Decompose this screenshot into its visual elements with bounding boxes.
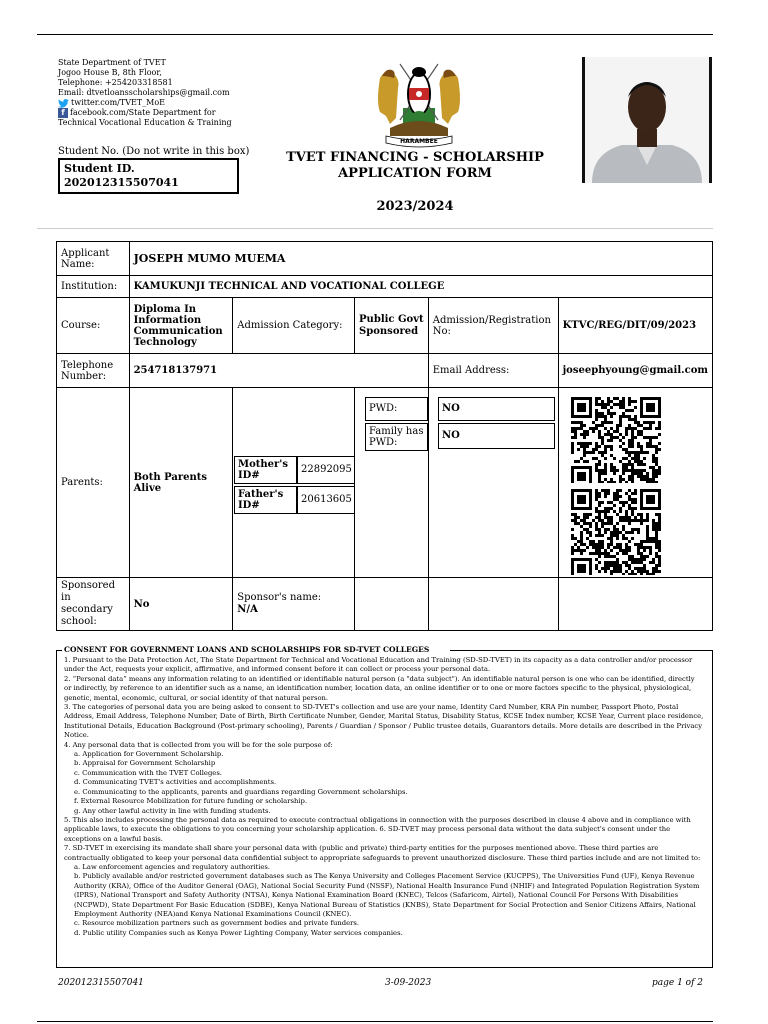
- institution-label: Institution:: [57, 276, 130, 298]
- consent-paragraph: 7. SD-TVET in exercising its mandate shall share your personal data with (public and private) third-party entities for the purposes mentioned above. These third parties are contractually obligated to keep your personal data confidential subject to appropriate safeguards to prevent unauthorized disclosure. These third parties include and are not limited to:: [64, 844, 701, 862]
- family-pwd-label: Family has PWD:: [365, 423, 428, 451]
- address-block: [58, 58, 232, 128]
- sponsored-value: [129, 578, 233, 631]
- course-row: [57, 298, 713, 354]
- bottom-rule: [37, 1021, 713, 1022]
- consent-purpose: f. External Resource Mobilization for future funding or scholarship.: [74, 797, 308, 806]
- title-line-1: TVET FINANCING - SCHOLARSHIP: [286, 150, 544, 165]
- fathers-id-label: Father's ID#: [234, 486, 297, 514]
- sponsored-text: No: [133, 598, 150, 610]
- course-label: Course:: [57, 298, 130, 354]
- fathers-id-value: 20613605: [297, 486, 355, 514]
- telephone-label: Telephone Number:: [57, 354, 130, 388]
- consent-third-party: d. Public utility Companies such as Kenya Power Lighting Company, Water services companies.: [74, 928, 403, 937]
- title-line-2: APPLICATION FORM: [338, 166, 492, 181]
- twitter-line: [58, 98, 232, 108]
- consent-body: [64, 656, 704, 938]
- admission-category-label: Admission Category:: [233, 298, 355, 354]
- applicant-name-value: JOSEPH MUMO MUEMA: [129, 242, 712, 276]
- consent-purpose: a. Application for Government Scholarship.: [74, 750, 224, 759]
- consent-third-party: a. Law enforcement agencies and regulatory authorities.: [74, 862, 271, 871]
- pwd-value: NO: [438, 397, 555, 421]
- footer-page-number: page 1 of 2: [652, 978, 703, 988]
- kenya-coat-of-arms-icon: [370, 58, 468, 148]
- consent-paragraph: 3. The categories of personal data you are being asked to consent to SD-TVET's collection and use are your name, Identity Card Number, KRA Pin number, Passport Photo, Postal Address, Email Address, Telephone Number, Date of Birth, Birth Certificate Number, Gender, Marital Status, Disability Status, KCSE Index number, KCSE Year, Current place residence, Institutional Details, Education Background (Post-primary schooling), Parents / Guardian / Sponsor / Public trustee details, Guarantors details. More details are described in the Privacy Notice.: [64, 703, 704, 740]
- address-line: State Department of TVET: [58, 58, 166, 67]
- facebook-line-2: Technical Vocational Education & Training: [58, 118, 232, 127]
- student-id-label: Student ID.: [64, 162, 135, 175]
- consent-paragraph: 1. Pursuant to the Data Protection Act, The State Department for Technical and Vocational Education and Training (SD-SD-TVET) in its capacity as a data controller and/or processor under the Act, requests your explicit, affirmative, and informed consent before it can collect or process your personal data.: [64, 656, 693, 674]
- admission-category-value: Public Govt Sponsored: [355, 298, 429, 354]
- sponsor-name-cell: [233, 578, 355, 631]
- mothers-id-value: 22892095: [297, 456, 355, 484]
- address-line: Telephone: +254203318581: [58, 78, 173, 87]
- empty-cell: [428, 578, 558, 631]
- consent-purpose: c. Communication with the TVET Colleges.: [74, 768, 222, 777]
- consent-purpose: e. Communicating to the applicants, parents and guardians regarding Government scholarships.: [74, 787, 408, 796]
- empty-cell: [558, 578, 712, 631]
- facebook-line: [58, 108, 232, 118]
- email-value: joseephyoung@gmail.com: [558, 354, 712, 388]
- telephone-row: [57, 354, 713, 388]
- consent-heading: CONSENT FOR GOVERNMENT LOANS AND SCHOLARSHIPS FOR SD-TVET COLLEGES: [64, 645, 430, 654]
- facebook-text[interactable]: facebook.com/State Department for: [70, 108, 216, 117]
- sponsored-label: Sponsored in secondary school:: [57, 578, 130, 631]
- header-rule: [37, 228, 713, 229]
- qr-code-icon: [571, 397, 661, 483]
- sponsor-name-value: N/A: [237, 604, 258, 615]
- email-label: Email Address:: [428, 354, 558, 388]
- applicant-photo: [582, 57, 712, 183]
- student-id-value: 202012315507041: [64, 176, 179, 189]
- student-id-box: [58, 158, 239, 194]
- telephone-value: 254718137971: [129, 354, 428, 388]
- consent-paragraph: 2. “Personal data” means any information relating to an identified or identifiable natural person (a "data subject"). An identifiable natural person is one who can be identified, directly or indirectly, by reference to an identifier such as a name, an identification number, location data, an online identifier or to one or more factors specific to the physical, physiological, genetic, mental, economic, cultural, or social identity of that natural person.: [64, 674, 695, 702]
- motto-text: HARAMBEE: [400, 138, 438, 145]
- parents-label: Parents:: [57, 388, 130, 578]
- twitter-icon: [58, 99, 69, 108]
- applicant-name-row: [57, 242, 713, 276]
- consent-purpose: g. Any other lawful activity in line with funding students.: [74, 806, 271, 815]
- consent-frame-top: [450, 650, 713, 651]
- twitter-text[interactable]: twitter.com/TVET_MoE: [71, 98, 165, 107]
- applicant-name-label: Applicant Name:: [57, 242, 130, 276]
- academic-year: 2023/2024: [376, 199, 454, 214]
- pwd-label: PWD:: [365, 397, 428, 421]
- address-line: Jogoo House B, 8th Floor,: [58, 68, 162, 77]
- mothers-id-label: Mother's ID#: [234, 456, 297, 484]
- applicant-photo-frame: [582, 57, 712, 183]
- institution-value: KAMUKUNJI TECHNICAL AND VOCATIONAL COLLEGE: [129, 276, 712, 298]
- institution-row: [57, 276, 713, 298]
- student-no-label: Student No. (Do not write in this box): [58, 146, 250, 157]
- parents-value: Both Parents Alive: [129, 388, 233, 578]
- consent-third-party: c. Resource mobilization partners such as government bodies and private funders.: [74, 919, 360, 928]
- footer-date: 3-09-2023: [385, 978, 432, 988]
- footer-student-id: 202012315507041: [58, 978, 144, 988]
- address-line: Email: dtvetloansscholarships@gmail.com: [58, 88, 230, 97]
- consent-purpose: b. Appraisal for Government Scholarship: [74, 759, 216, 768]
- admission-no-label: Admission/Registration No:: [428, 298, 558, 354]
- family-pwd-value: NO: [438, 423, 555, 449]
- facebook-icon: f: [58, 108, 68, 118]
- course-value: Diploma In Information Communication Technology: [129, 298, 233, 354]
- top-rule: [37, 34, 713, 35]
- sponsor-name-label: Sponsor's name:: [237, 592, 322, 603]
- empty-cell: [355, 578, 429, 631]
- form-title: [270, 150, 560, 182]
- consent-paragraph: 4. Any personal data that is collected from you will be for the sole purpose of:: [64, 740, 333, 749]
- consent-purpose: d. Communicating TVET's activities and accomplishments.: [74, 778, 277, 787]
- consent-third-party: b. Publicly available and/or restricted government databases such as The Kenya University and Colleges Placement Service (KUCPPS), The Universities Fund (UF), Kenya Revenue Authority (KRA), Office of the Auditor General (OAG), National Social Security Fund (NSSF), National Health Insurance Fund (NHIF) and Integrated Population Registration System (IPRS), National Transport and Safety Authority (NTSA), Kenya National Examination Board (KNEC), Telcos (Safaricom, Airtel), National Council For Persons With Disabilities (NCPWD), State Department For Basic Education (SDBE), Kenya National Bureau of Statistics (KNBS), State Department for Social Protection and Senior Citizens Affairs, National Employment Authority (NEA)and Kenya National Examinations Council (KNEC).: [74, 872, 700, 918]
- admission-no-value: KTVC/REG/DIT/09/2023: [558, 298, 712, 354]
- sponsored-row: [57, 578, 713, 631]
- qr-code-icon: [571, 489, 661, 575]
- consent-paragraph: 5. This also includes processing the personal data as required to execute contractual obligations in connection with the purposes described in clause 4 above and in compliance with applicable laws, to execute the obligations to you concerning your scholarship application. 6. SD-TVET may process personal data without the data subject's consent under the exceptions on a lawful basis.: [64, 815, 691, 843]
